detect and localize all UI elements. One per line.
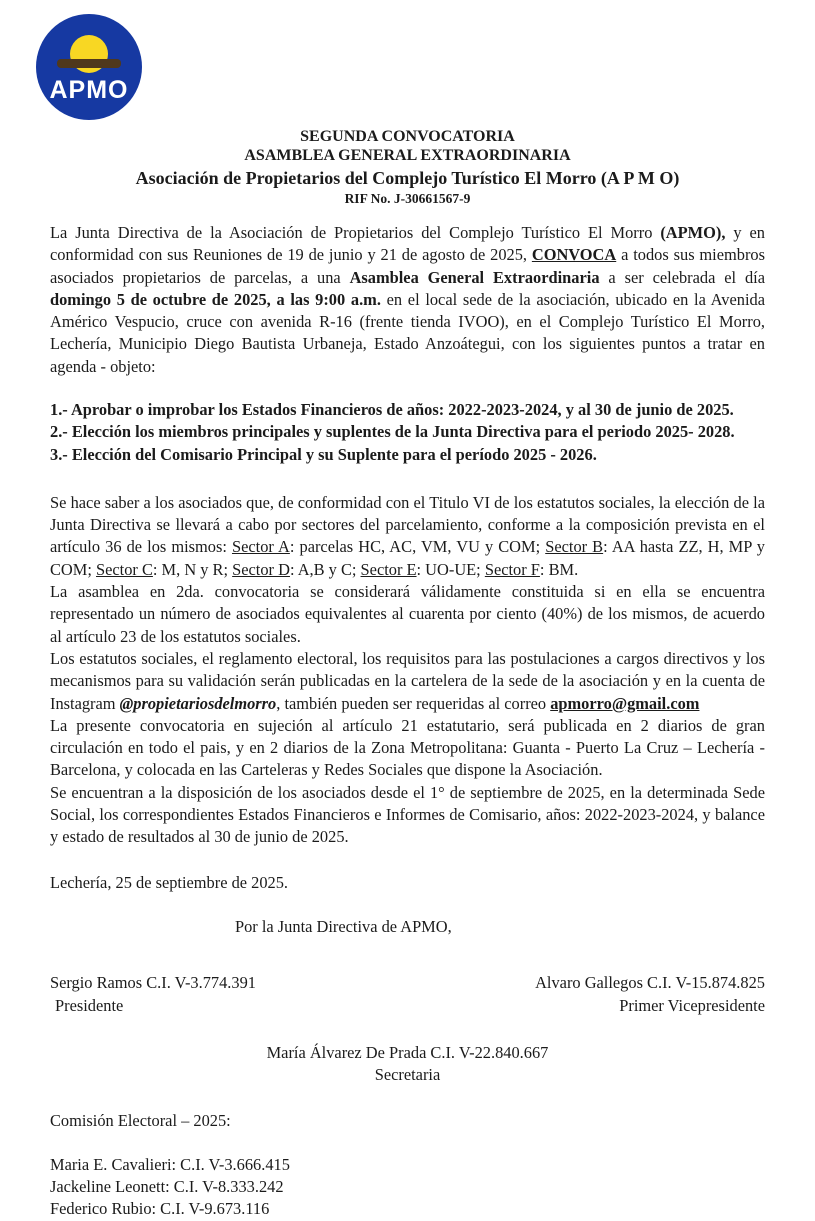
main-text-block <box>50 492 765 849</box>
sectors-paragraph: Se hace saber a los asociados que, de conformidad con el Titulo VI de los estatutos sociales, la elección de la Junta Directiva se llevará a cabo por sectores del parcelamiento, conforme a la composición prevista en el artículo 36 de los mismos: Sector A: parcelas HC, AC, VM, VU y COM; Sector B: AA hasta ZZ, H, MP y COM; Sector C: M, N y R; Sector D: A,B y C; Sector E: UO-UE; Sector F: BM. <box>50 492 766 579</box>
org-name: Asociación de Propietarios del Complejo Turístico El Morro (A P M O) <box>135 167 680 188</box>
agenda-list <box>50 399 765 466</box>
agenda-item-2: 2.- Elección los miembros principales y suplentes de la Junta Directiva para el periodo 2025- 2028. <box>50 422 735 442</box>
byline: Por la Junta Directiva de APMO, <box>235 916 452 936</box>
doc-title-line2: ASAMBLEA GENERAL EXTRAORDINARIA <box>244 146 571 164</box>
president-title: Presidente <box>55 995 124 1015</box>
commission-members <box>50 1154 765 1221</box>
vicepresident-name: Alvaro Gallegos C.I. V-15.874.825 <box>535 973 765 993</box>
quorum-paragraph: La asamblea en 2da. convocatoria se considerará válidamente constituida si en ella se encuentra representado un número de asociados equivalentes al cuarenta por ciento (40%) de los mismos, de acuerdo al artículo 23 de los estatutos sociales. <box>50 582 765 646</box>
document-body <box>0 222 815 1221</box>
commission-member-1: Maria E. Cavalieri: C.I. V-3.666.415 <box>50 1154 290 1174</box>
publication-paragraph: Los estatutos sociales, el reglamento electoral, los requisitos para las postulaciones a cargos directivos y los mecanismos para su validación serán publicadas en la cartelera de la sede de la asociación y en la cuenta de Instagram @propietariosdelmorro, también pueden ser requeridas al correo apmorro@gmail.com <box>50 648 765 713</box>
logo-circle <box>36 14 142 120</box>
doc-title-line1: SEGUNDA CONVOCATORIA <box>300 128 515 145</box>
signature-row <box>50 972 765 1017</box>
signature-president <box>50 972 256 1017</box>
commission-member-2: Jackeline Leonett: C.I. V-8.333.242 <box>50 1177 284 1196</box>
dateline: Lechería, 25 de septiembre de 2025. <box>50 872 289 892</box>
apmo-logo <box>36 14 142 120</box>
signature-secretary <box>50 1042 765 1087</box>
rif-number: RIF No. J-30661567-9 <box>344 190 471 206</box>
intro-paragraph: La Junta Directiva de la Asociación de Propietarios del Complejo Turístico El Morro (APMO), y en conformidad con sus Reuniones de 19 de junio y 21 de agosto de 2025, CONVOCA a todos sus miembros asociados propietarios de parcelas, a una Asamblea General Extraordinaria a ser celebrada el día domingo 5 de octubre de 2025, a las 9:00 a.m. en el local sede de la asociación, ubicado en la Avenida Américo Vespucio, cruce con avenida R-16 (frente tienda IVOO), en el Complejo Turístico El Morro, Lechería, Municipio Diego Bautista Urbaneja, Estado Anzoátegui, con los siguientes puntos a tratar en agenda - objeto: <box>50 222 766 376</box>
press-paragraph: La presente convocatoria en sujeción al artículo 21 estatutario, será publicada en 2 diarios de gran circulación en todo el pais, y en 2 diarios de la Zona Metropolitana: Guanta - Puerto La Cruz – Lechería - Barcelona, y colocada en las Carteleras y Redes Sociales que dispone la Asociación. <box>50 715 765 780</box>
president-name: Sergio Ramos C.I. V-3.774.391 <box>50 973 256 993</box>
electoral-commission <box>50 1110 765 1220</box>
commission-heading: Comisión Electoral – 2025: <box>50 1111 231 1131</box>
signature-vicepresident <box>535 972 765 1017</box>
logo-text: APMO <box>49 76 129 104</box>
agenda-item-1: 1.- Aprobar o improbar los Estados Financieros de años: 2022-2023-2024, y al 30 de junio de 2025. <box>50 399 734 419</box>
secretary-title: Secretaria <box>374 1065 441 1085</box>
vicepresident-title: Primer Vicepresidente <box>619 995 765 1015</box>
secretary-name: María Álvarez De Prada C.I. V-22.840.667 <box>266 1042 549 1062</box>
horizon-bar-icon <box>57 59 121 68</box>
availability-paragraph: Se encuentran a la disposición de los asociados desde el 1° de septiembre de 2025, en la determinada Sede Social, los correspondientes Estados Financieros e Informes de Comisario, años: 2022-2023-2024, y balance y estado de resultados al 30 de junio de 2025. <box>50 782 765 847</box>
commission-member-3: Federico Rubio: C.I. V-9.673.116 <box>50 1199 270 1219</box>
agenda-item-3: 3.- Elección del Comisario Principal y su Suplente para el período 2025 - 2026. <box>50 444 597 464</box>
